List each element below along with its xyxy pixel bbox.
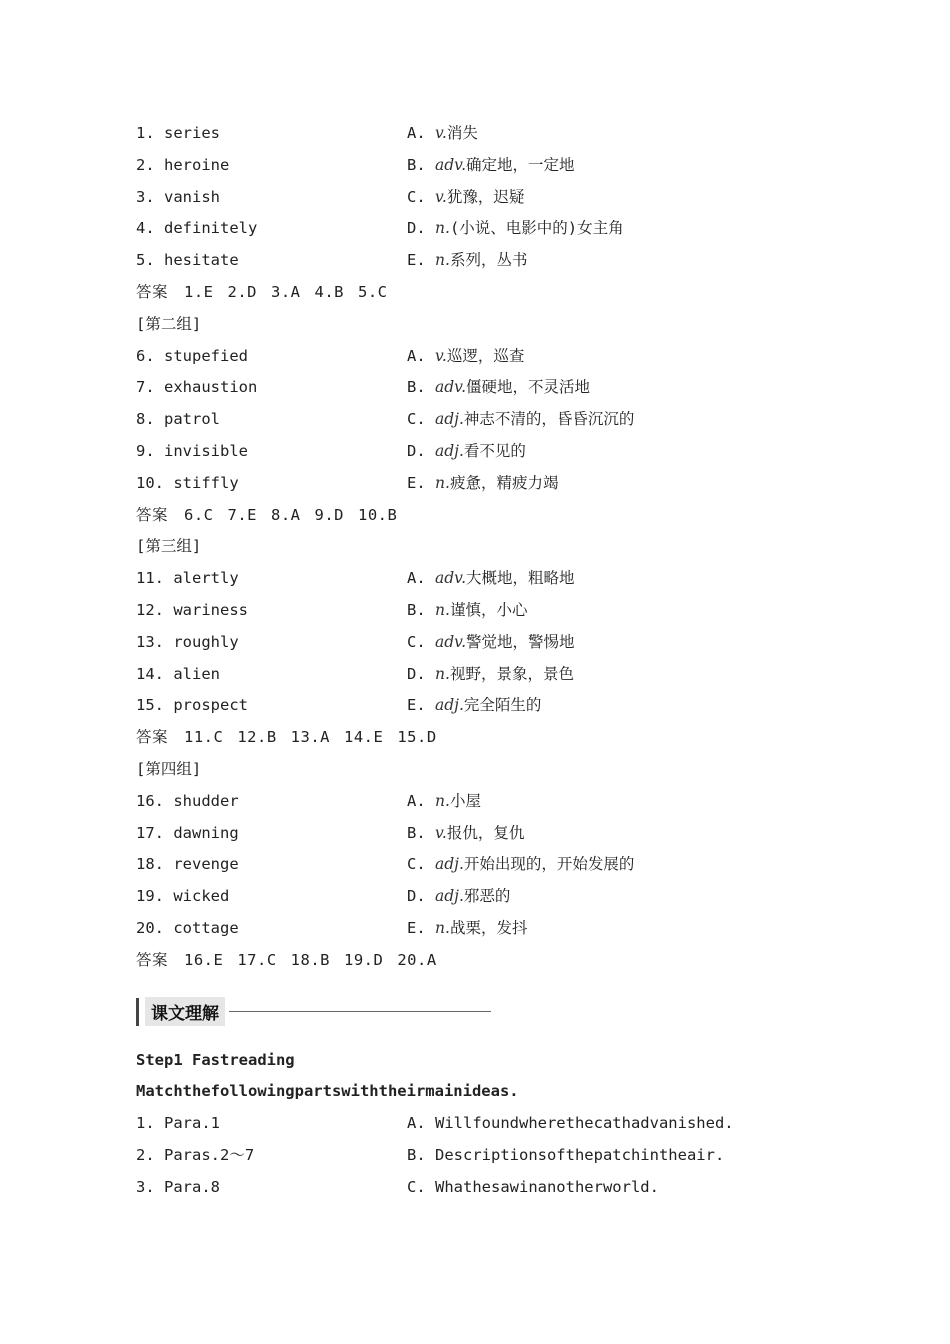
vocab-word: 1. series: [136, 124, 220, 142]
group-title: [第二组]: [136, 314, 202, 333]
main-idea: C. Whathesawinanotherworld.: [407, 1177, 659, 1196]
vocab-definition: E. n.战栗，发抖: [407, 918, 528, 937]
match-row: [136, 1140, 836, 1172]
vocab-row: [136, 690, 836, 722]
vocab-definition: A. v.消失: [407, 124, 478, 142]
vocab-definition: E. adj.完全陌生的: [407, 696, 542, 715]
vocab-word: 3. vanish: [136, 187, 220, 206]
vocab-definition: C. adj.开始出现的，开始发展的: [407, 855, 635, 874]
vocab-definition: B. adv.僵硬地，不灵活地: [407, 378, 591, 397]
vocab-word: 12. wariness: [136, 600, 248, 619]
answer-row: 答案 16.E 17.C 18.B 19.D 20.A: [136, 950, 437, 969]
vocab-word: 5. hesitate: [136, 251, 239, 270]
vocab-definition: D. adj.看不见的: [407, 441, 526, 460]
answer-label: 答案: [136, 728, 169, 747]
vocab-definition: E. n.疲惫，精疲力竭: [407, 473, 559, 492]
vocab-definition: D. adj.邪恶的: [407, 887, 511, 906]
answer-row: 答案 6.C 7.E 8.A 9.D 10.B: [136, 505, 398, 524]
vocab-group-2: [136, 309, 836, 532]
vocab-word: 9. invisible: [136, 441, 248, 460]
vocab-group-1: [136, 118, 836, 309]
vocab-row: [136, 245, 836, 277]
vocab-row: [136, 468, 836, 500]
vocab-row: [136, 182, 836, 214]
step-heading: Step1 Fastreading: [136, 1050, 295, 1069]
document-page: [136, 118, 836, 1204]
section-title: 课文理解: [145, 997, 225, 1026]
main-idea: A. Willfoundwherethecathadvanished.: [407, 1114, 734, 1133]
vocab-word: 7. exhaustion: [136, 378, 258, 397]
vocab-row: [136, 627, 836, 659]
vocab-row: [136, 659, 836, 691]
vocab-word: 10. stiffly: [136, 473, 239, 492]
vocab-definition: E. n.系列，丛书: [407, 251, 528, 270]
vocab-word: 19. wicked: [136, 887, 230, 906]
answer-label: 答案: [136, 282, 169, 301]
vocab-row: [136, 563, 836, 595]
vocab-word: 8. patrol: [136, 410, 220, 429]
vocab-word: 6. stupefied: [136, 346, 248, 365]
match-row: [136, 1108, 836, 1140]
vocab-definition: A. adv.大概地，粗略地: [407, 569, 575, 588]
vocab-definition: C. adv.警觉地，警惕地: [407, 632, 575, 651]
vocab-definition: D. n.(小说、电影中的)女主角: [407, 219, 624, 238]
group-title: [第三组]: [136, 537, 202, 556]
vocab-word: 20. cottage: [136, 918, 239, 937]
para-label: 1. Para.1: [136, 1114, 220, 1133]
match-row: [136, 1172, 836, 1204]
vocab-definition: B. v.报仇，复仇: [407, 823, 525, 842]
section-bar: [136, 998, 139, 1026]
vocab-row: [136, 341, 836, 373]
vocab-word: 13. roughly: [136, 632, 239, 651]
vocab-group-3: [136, 531, 836, 754]
vocab-row: [136, 213, 836, 245]
vocab-word: 2. heroine: [136, 155, 230, 174]
vocab-definition: C. v.犹豫，迟疑: [407, 187, 525, 206]
vocab-word: 18. revenge: [136, 855, 239, 874]
vocab-row: [136, 595, 836, 627]
vocab-row: [136, 818, 836, 850]
vocab-row: [136, 913, 836, 945]
vocab-row: [136, 150, 836, 182]
answer-row: 答案 1.E 2.D 3.A 4.B 5.C: [136, 282, 388, 301]
vocab-row: [136, 436, 836, 468]
vocab-definition: B. n.谨慎，小心: [407, 600, 528, 619]
section-header: [136, 997, 836, 1027]
vocab-row: [136, 881, 836, 913]
vocab-word: 11. alertly: [136, 569, 239, 588]
vocab-word: 15. prospect: [136, 696, 248, 715]
group-title: [第四组]: [136, 759, 202, 778]
vocab-word: 4. definitely: [136, 219, 258, 238]
vocab-word: 14. alien: [136, 664, 220, 683]
answer-label: 答案: [136, 950, 169, 969]
vocab-row: [136, 118, 836, 150]
vocab-row: [136, 849, 836, 881]
answer-label: 答案: [136, 505, 169, 524]
vocab-word: 16. shudder: [136, 791, 239, 810]
vocab-group-4: [136, 754, 836, 977]
vocab-definition: B. adv.确定地，一定地: [407, 155, 575, 174]
vocab-row: [136, 786, 836, 818]
answer-row: 答案 11.C 12.B 13.A 14.E 15.D: [136, 728, 437, 747]
vocab-definition: D. n.视野，景象，景色: [407, 664, 574, 683]
instruction: Matchthefollowingpartswiththeirmainideas.: [136, 1082, 519, 1101]
section-rule: [229, 1011, 491, 1012]
para-label: 2. Paras.2～7: [136, 1145, 255, 1164]
vocab-definition: A. v.巡逻，巡查: [407, 346, 525, 365]
vocab-row: [136, 372, 836, 404]
vocab-word: 17. dawning: [136, 823, 239, 842]
vocab-row: [136, 404, 836, 436]
main-idea: B. Descriptionsofthepatchintheair.: [407, 1145, 725, 1164]
vocab-definition: A. n.小屋: [407, 791, 481, 810]
para-label: 3. Para.8: [136, 1177, 220, 1196]
vocab-definition: C. adj.神志不清的，昏昏沉沉的: [407, 410, 635, 429]
